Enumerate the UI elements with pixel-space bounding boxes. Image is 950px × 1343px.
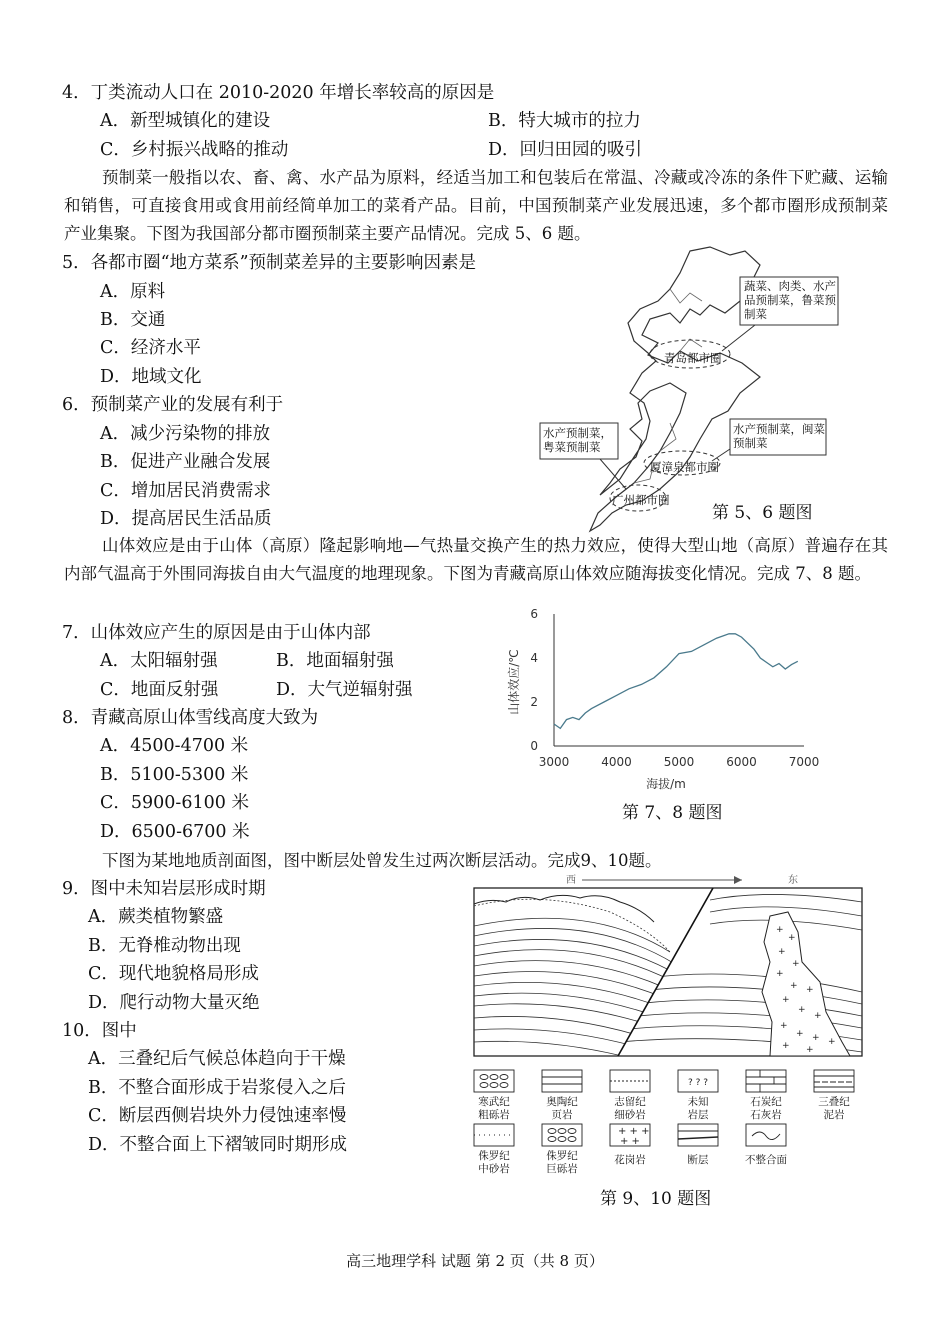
q5-option-d: D．地域文化: [100, 367, 202, 387]
legend-jurassic-boulder-2: 巨砾岩: [546, 1163, 578, 1175]
map-box-guangzhou: 水产预制菜，粤菜预制菜: [543, 426, 612, 454]
granite-mark: +: [776, 969, 784, 979]
q6-option-c: C．增加居民消费需求: [100, 481, 271, 501]
granite-mark: +: [796, 1029, 804, 1039]
y-tick-label: 6: [530, 607, 538, 621]
q4-option-c: C．乡村振兴战略的推动: [100, 140, 289, 160]
legend-granite: 花岗岩: [614, 1154, 646, 1166]
svg-text:? ? ?: ? ? ?: [688, 1078, 709, 1088]
q7-option-b: B．地面辐射强: [276, 651, 394, 671]
map-box-qingdao: 蔬菜、肉类、水产品预制菜，鲁菜预制菜: [744, 279, 836, 321]
legend-jurassic-sand-2: 中砂岩: [478, 1163, 510, 1175]
q8-option-c: C．5900-6100 米: [100, 793, 249, 813]
q10-option-b: B．不整合面形成于岩浆侵入之后: [88, 1078, 346, 1098]
intro-7-8: 山体效应是由于山体（高原）隆起影响地—气热量交换产生的热力效应，使得大型山地（高原）普遍存在其内部气温高于外围同海拔自由大气温度的地理现象。下图为青藏高原山体效应随海拔变化情况。完成 7、8 题。: [64, 536, 888, 583]
legend-cambrian-2: 粗砾岩: [478, 1109, 510, 1121]
granite-mark: +: [790, 981, 798, 991]
q6-option-a: A．减少污染物的排放: [100, 424, 271, 444]
legend-unknown-2: 岩层: [687, 1109, 709, 1121]
legend-silurian-1: 志留纪: [614, 1096, 646, 1108]
q7-option-d: D．大气逆辐射强: [276, 680, 413, 700]
svg-text:+ + +: + + +: [618, 1126, 650, 1137]
q4-option-a: A．新型城镇化的建设: [100, 111, 271, 131]
legend-carboniferous-2: 石灰岩: [750, 1109, 782, 1121]
q4-stem: 4．丁类流动人口在 2010-2020 年增长率较高的原因是: [62, 83, 495, 103]
granite-mark: +: [806, 985, 814, 995]
chart-xlabel: 海拔/m: [646, 777, 686, 791]
q10-option-c: C．断层西侧岩块外力侵蚀速率慢: [88, 1106, 347, 1126]
q5-stem: 5．各都市圈“地方菜系”预制菜差异的主要影响因素是: [62, 253, 477, 273]
series-line: [554, 634, 798, 729]
q6-option-b: B．促进产业融合发展: [100, 452, 271, 472]
granite-mark: +: [778, 947, 786, 957]
mountain-effect-chart: [500, 600, 830, 800]
legend-cambrian-1: 寒武纪: [478, 1096, 510, 1108]
map-label-guangzhou: 广州都市圈: [612, 493, 670, 507]
q4-option-d: D．回归田园的吸引: [488, 140, 643, 160]
granite-mark: +: [782, 995, 790, 1005]
granite-mark: +: [812, 1033, 820, 1043]
q10-stem: 10．图中: [62, 1021, 137, 1041]
granite-mark: +: [792, 959, 800, 969]
legend-jurassic-boulder-1: 侏罗纪: [546, 1150, 578, 1162]
granite-mark: +: [776, 925, 784, 935]
intro-9-10: 下图为某地地质剖面图，图中断层处曾发生过两次断层活动。完成9、10题。: [102, 851, 662, 870]
x-tick-label: 4000: [601, 755, 632, 769]
label-east: 东: [788, 875, 798, 886]
chart-caption: 第 7、8 题图: [622, 803, 723, 823]
q9-option-b: B．无脊椎动物出现: [88, 936, 241, 956]
geo-caption: 第 9、10 题图: [600, 1189, 712, 1209]
x-tick-label: 6000: [726, 755, 757, 769]
q8-option-b: B．5100-5300 米: [100, 765, 249, 785]
legend-carboniferous-1: 石炭纪: [750, 1096, 782, 1108]
svg-text:+ +: + +: [620, 1136, 640, 1147]
q6-stem: 6．预制菜产业的发展有利于: [62, 395, 284, 415]
y-tick-label: 4: [530, 651, 538, 665]
granite-mark: +: [806, 1045, 814, 1055]
legend-unconformity: 不整合面: [745, 1154, 787, 1166]
granite-mark: +: [798, 1005, 806, 1015]
x-tick-label: 7000: [788, 755, 820, 769]
legend-fault: 断层: [687, 1154, 709, 1166]
q5-option-b: B．交通: [100, 310, 166, 330]
intro-5-6: 预制菜一般指以农、畜、禽、水产品为原料，经适当加工和包装后在常温、冷藏或冷冻的条件下贮藏、运输和销售，可直接食用或食用前经简单加工的菜肴产品。目前，中国预制菜产业发展迅速，多个都市圈形成预制菜产业集聚。下图为我国部分都市圈预制菜主要产品情况。完成 5、6 题。: [64, 168, 888, 243]
legend-triassic-2: 泥岩: [823, 1109, 845, 1121]
granite-mark: +: [814, 1011, 822, 1021]
q9-option-c: C．现代地貌格局形成: [88, 964, 259, 984]
q7-stem: 7．山体效应产生的原因是由于山体内部: [62, 623, 371, 643]
y-tick-label: 0: [530, 739, 538, 753]
legend-silurian-2: 细砂岩: [614, 1109, 646, 1121]
q9-stem: 9．图中未知岩层形成时期: [62, 879, 266, 899]
map-caption: 第 5、6 题图: [712, 503, 813, 523]
y-tick-label: 2: [530, 695, 538, 709]
q6-option-d: D．提高居民生活品质: [100, 509, 272, 529]
label-west: 西: [566, 875, 576, 886]
q10-option-a: A．三叠纪后气候总体趋向于干燥: [88, 1049, 346, 1069]
q9-option-a: A．蕨类植物繁盛: [88, 907, 224, 927]
q8-stem: 8．青藏高原山体雪线高度大致为: [62, 708, 319, 728]
granite-mark: +: [788, 933, 796, 943]
q4-option-b: B．特大城市的拉力: [488, 111, 641, 131]
q5-option-a: A．原料: [100, 282, 166, 302]
q10-option-d: D．不整合面上下褶皱同时期形成: [88, 1135, 348, 1155]
page-footer: 高三地理学科 试题 第 2 页（共 8 页）: [346, 1252, 604, 1270]
q7-option-a: A．太阳辐射强: [100, 651, 218, 671]
q5-option-c: C．经济水平: [100, 338, 201, 358]
q8-option-d: D．6500-6700 米: [100, 822, 250, 842]
legend-triassic-1: 三叠纪: [818, 1096, 850, 1108]
q9-option-d: D．爬行动物大量灭绝: [88, 993, 260, 1013]
x-tick-label: 3000: [538, 755, 570, 769]
legend-ordovician-1: 奥陶纪: [546, 1096, 578, 1108]
x-tick-label: 5000: [663, 755, 695, 769]
map-label-xiamen: 厦漳泉都市圈: [650, 460, 719, 474]
q8-option-a: A．4500-4700 米: [100, 736, 249, 756]
map-box-xiamen: 水产预制菜，闽菜预制菜: [733, 422, 825, 450]
legend-jurassic-sand-1: 侏罗纪: [478, 1150, 510, 1162]
legend-unknown-1: 未知: [687, 1096, 709, 1108]
map-label-qingdao: 青岛都市圈: [664, 351, 722, 365]
chart-ylabel: 山体效应/℃: [507, 649, 521, 715]
q7-option-c: C．地面反射强: [100, 680, 219, 700]
geologic-section: [470, 872, 870, 1062]
granite-mark: +: [828, 1037, 836, 1047]
legend-ordovician-2: 页岩: [551, 1109, 573, 1121]
granite-mark: +: [780, 1021, 788, 1031]
granite-mark: +: [782, 1041, 790, 1051]
